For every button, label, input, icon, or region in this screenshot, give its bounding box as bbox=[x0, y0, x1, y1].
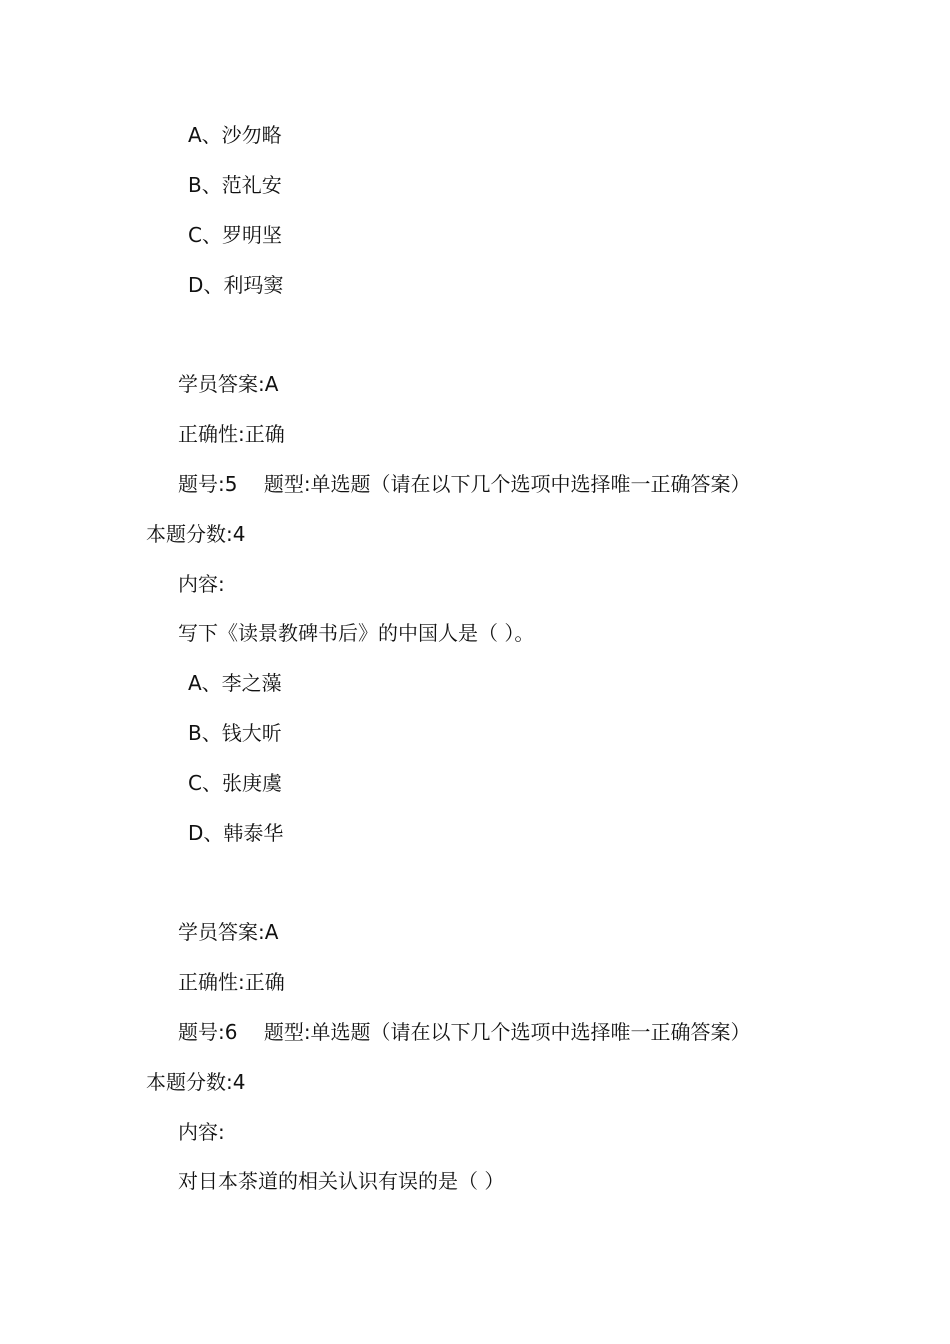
student-answer: 学员答案:A bbox=[178, 920, 279, 944]
student-answer: 学员答案:A bbox=[178, 372, 279, 396]
content-label: 内容: bbox=[178, 1120, 225, 1144]
option-b: B、钱大昕 bbox=[188, 721, 282, 745]
option-d: D、韩泰华 bbox=[188, 821, 284, 845]
option-d: D、利玛窦 bbox=[188, 273, 284, 297]
option-c: C、张庚虞 bbox=[188, 771, 282, 795]
question-header: 题号:5 题型:单选题（请在以下几个选项中选择唯一正确答案） bbox=[178, 472, 751, 496]
question-header: 题号:6 题型:单选题（请在以下几个选项中选择唯一正确答案） bbox=[178, 1020, 751, 1044]
content-label: 内容: bbox=[178, 572, 225, 596]
question-score: 本题分数:4 bbox=[146, 1070, 246, 1094]
question-text: 写下《读景教碑书后》的中国人是（ ）。 bbox=[178, 621, 535, 645]
correctness: 正确性:正确 bbox=[178, 970, 285, 994]
correctness: 正确性:正确 bbox=[178, 422, 285, 446]
option-b: B、范礼安 bbox=[188, 173, 282, 197]
option-a: A、李之藻 bbox=[188, 671, 282, 695]
option-c: C、罗明坚 bbox=[188, 223, 282, 247]
question-score: 本题分数:4 bbox=[146, 522, 246, 546]
question-text: 对日本茶道的相关认识有误的是（ ） bbox=[178, 1169, 505, 1193]
option-a: A、沙勿略 bbox=[188, 123, 282, 147]
